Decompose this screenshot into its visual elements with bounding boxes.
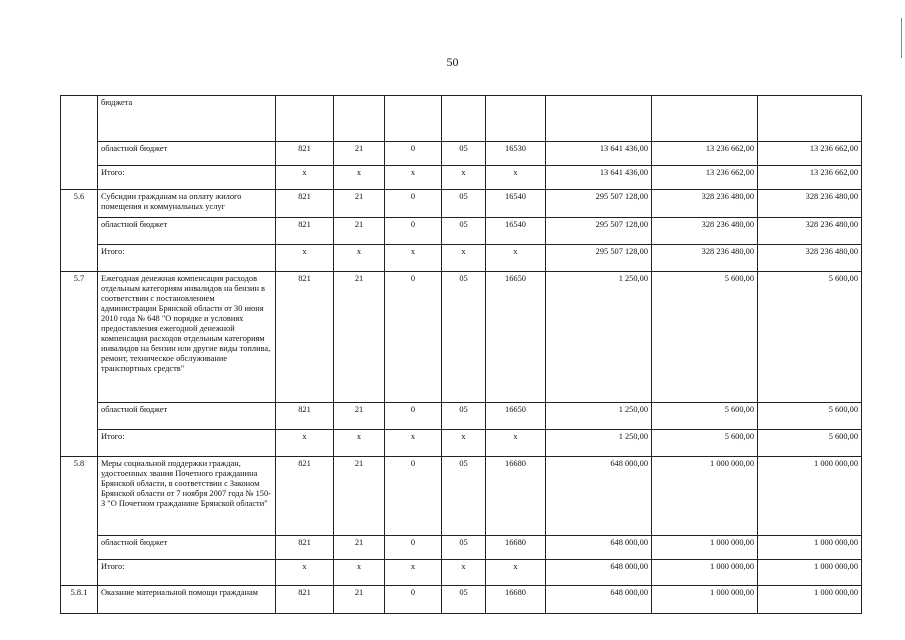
amount-cell: 5 600,00 (758, 403, 862, 430)
amount-cell: 13 236 662,00 (758, 142, 862, 166)
row-name: Итого: (98, 245, 276, 272)
amount-cell: 13 641 436,00 (546, 166, 652, 190)
amount-cell: 648 000,00 (546, 457, 652, 536)
table-row (61, 586, 862, 614)
amount-cell (758, 96, 862, 142)
amount-cell: 1 250,00 (546, 430, 652, 457)
code-cell: 21 (334, 586, 385, 614)
table-row (61, 272, 862, 403)
budget-table (60, 95, 862, 614)
amount-cell: 13 236 662,00 (652, 142, 758, 166)
amount-cell: 1 000 000,00 (652, 536, 758, 560)
code-cell: 05 (442, 190, 486, 218)
row-name: бюджета (98, 96, 276, 142)
code-cell: 0 (385, 536, 442, 560)
code-cell: x (276, 560, 334, 586)
code-cell: x (486, 245, 546, 272)
code-cell: x (385, 166, 442, 190)
code-cell: 21 (334, 218, 385, 245)
amount-cell (652, 96, 758, 142)
code-cell: 05 (442, 272, 486, 403)
amount-cell: 5 600,00 (758, 430, 862, 457)
row-name: областной бюджет (98, 142, 276, 166)
code-cell: x (334, 245, 385, 272)
amount-cell: 5 600,00 (758, 272, 862, 403)
code-cell (486, 96, 546, 142)
code-cell: 21 (334, 272, 385, 403)
code-cell: 05 (442, 218, 486, 245)
code-cell: 0 (385, 272, 442, 403)
code-cell: 821 (276, 457, 334, 536)
code-cell: 21 (334, 142, 385, 166)
row-name: областной бюджет (98, 218, 276, 245)
code-cell: 821 (276, 536, 334, 560)
row-name: Итого: (98, 166, 276, 190)
code-cell: 16680 (486, 457, 546, 536)
code-cell (385, 96, 442, 142)
code-cell: 0 (385, 190, 442, 218)
code-cell: 16680 (486, 536, 546, 560)
code-cell (442, 96, 486, 142)
table-row (61, 403, 862, 430)
amount-cell: 295 507 128,00 (546, 218, 652, 245)
table-row (61, 190, 862, 218)
code-cell: 21 (334, 403, 385, 430)
amount-cell: 1 000 000,00 (758, 560, 862, 586)
table-row (61, 560, 862, 586)
code-cell: x (276, 430, 334, 457)
code-cell: 16530 (486, 142, 546, 166)
table-row (61, 218, 862, 245)
code-cell: x (276, 245, 334, 272)
code-cell (276, 96, 334, 142)
table-row (61, 96, 862, 142)
code-cell: x (385, 245, 442, 272)
code-cell: 821 (276, 586, 334, 614)
code-cell: 16540 (486, 218, 546, 245)
code-cell: 0 (385, 403, 442, 430)
code-cell: 05 (442, 403, 486, 430)
code-cell: 0 (385, 586, 442, 614)
amount-cell: 328 236 480,00 (758, 218, 862, 245)
code-cell: x (334, 166, 385, 190)
code-cell: 16680 (486, 586, 546, 614)
table-row (61, 245, 862, 272)
code-cell: 21 (334, 536, 385, 560)
row-name: Итого: (98, 430, 276, 457)
code-cell: x (385, 560, 442, 586)
code-cell: 16650 (486, 272, 546, 403)
code-cell: 821 (276, 142, 334, 166)
amount-cell: 328 236 480,00 (652, 190, 758, 218)
amount-cell: 295 507 128,00 (546, 245, 652, 272)
code-cell: 05 (442, 586, 486, 614)
row-name: Ежегодная денежная компенсация расходов отдельным категориям инвалидов на бензин в соответствии с постановлением администрации Брянской области от 30 июня 2010 года № 648 "О порядке и условиях предоставления ежегодной денежной компенсации расходов отдельным категориям инвалидов на бензин или другие виды топлива, ремонт, техническое обслуживание транспортных средств" (98, 272, 276, 403)
amount-cell: 648 000,00 (546, 560, 652, 586)
code-cell: 05 (442, 142, 486, 166)
code-cell: 16540 (486, 190, 546, 218)
table-row (61, 142, 862, 166)
amount-cell: 295 507 128,00 (546, 190, 652, 218)
code-cell: 05 (442, 457, 486, 536)
code-cell: x (334, 560, 385, 586)
code-cell: 0 (385, 218, 442, 245)
row-number: 5.8 (61, 457, 98, 586)
code-cell: 821 (276, 218, 334, 245)
table-row (61, 457, 862, 536)
code-cell: x (442, 430, 486, 457)
code-cell: x (334, 430, 385, 457)
amount-cell: 328 236 480,00 (758, 190, 862, 218)
row-name: Оказание материальной помощи гражданам (98, 586, 276, 614)
table-row (61, 536, 862, 560)
row-number: 5.8.1 (61, 586, 98, 614)
code-cell: 21 (334, 190, 385, 218)
row-number (61, 96, 98, 190)
code-cell: x (442, 245, 486, 272)
amount-cell: 13 236 662,00 (758, 166, 862, 190)
code-cell: 821 (276, 272, 334, 403)
code-cell: x (486, 560, 546, 586)
row-name: областной бюджет (98, 403, 276, 430)
amount-cell: 5 600,00 (652, 403, 758, 430)
code-cell: x (276, 166, 334, 190)
table-row (61, 430, 862, 457)
code-cell: 0 (385, 142, 442, 166)
amount-cell: 1 000 000,00 (758, 457, 862, 536)
amount-cell: 13 236 662,00 (652, 166, 758, 190)
code-cell: x (385, 430, 442, 457)
amount-cell: 648 000,00 (546, 536, 652, 560)
row-name: областной бюджет (98, 536, 276, 560)
amount-cell: 328 236 480,00 (652, 245, 758, 272)
amount-cell: 1 250,00 (546, 403, 652, 430)
code-cell: 821 (276, 403, 334, 430)
code-cell: 05 (442, 536, 486, 560)
code-cell: x (442, 560, 486, 586)
code-cell: x (486, 166, 546, 190)
code-cell: 21 (334, 457, 385, 536)
amount-cell: 1 250,00 (546, 272, 652, 403)
amount-cell (546, 96, 652, 142)
code-cell: x (442, 166, 486, 190)
amount-cell: 1 000 000,00 (758, 536, 862, 560)
amount-cell: 1 000 000,00 (652, 586, 758, 614)
code-cell: 16650 (486, 403, 546, 430)
table-row (61, 166, 862, 190)
code-cell (334, 96, 385, 142)
amount-cell: 328 236 480,00 (758, 245, 862, 272)
amount-cell: 5 600,00 (652, 272, 758, 403)
scan-edge-mark (901, 18, 902, 58)
amount-cell: 1 000 000,00 (652, 457, 758, 536)
code-cell: 821 (276, 190, 334, 218)
row-number: 5.7 (61, 272, 98, 457)
row-number: 5.6 (61, 190, 98, 272)
amount-cell: 648 000,00 (546, 586, 652, 614)
row-name: Субсидии гражданам на оплату жилого помещения и коммунальных услуг (98, 190, 276, 218)
row-name: Меры социальной поддержки граждан, удостоенных звания Почетного гражданина Брянской области, в соответствии с Законом Брянской области от 7 ноября 2007 года № 150-З "О Почетном гражданине Брянской области" (98, 457, 276, 536)
code-cell: 0 (385, 457, 442, 536)
amount-cell: 5 600,00 (652, 430, 758, 457)
amount-cell: 1 000 000,00 (652, 560, 758, 586)
amount-cell: 13 641 436,00 (546, 142, 652, 166)
row-name: Итого: (98, 560, 276, 586)
amount-cell: 328 236 480,00 (652, 218, 758, 245)
code-cell: x (486, 430, 546, 457)
page-number: 50 (446, 55, 459, 69)
amount-cell: 1 000 000,00 (758, 586, 862, 614)
